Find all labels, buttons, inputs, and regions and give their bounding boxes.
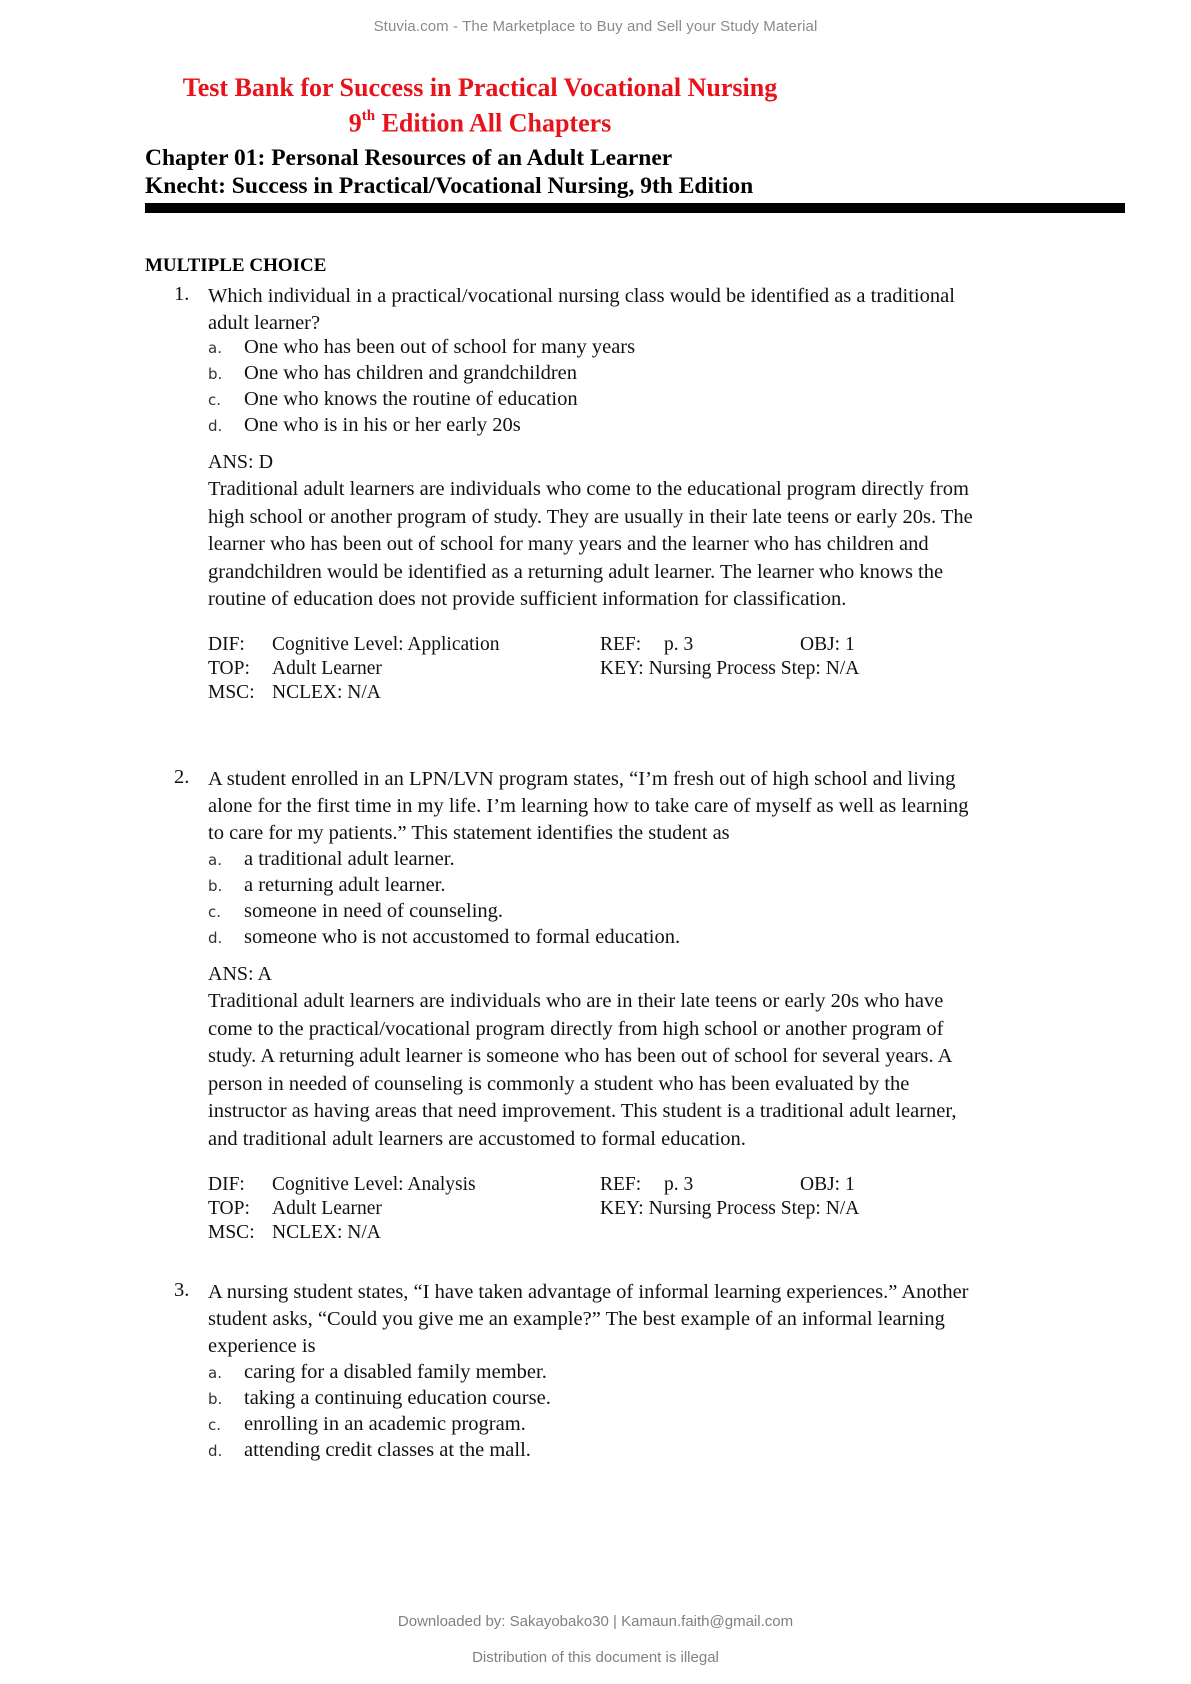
rationale: Traditional adult learners are individuals who come to the educational program directly from high school or another program of study. They are usually in their late teens or early 20s. The learner who has been out of school for many years and the learner who has children and grandchildren would be identified as a returning adult learner. The learner who knows the routine of education does not provide sufficient information for classification. <box>208 478 973 610</box>
distribution-notice: Distribution of this document is illegal <box>472 1649 719 1666</box>
answer-key: ANS: A <box>208 963 272 985</box>
option-a: a. a traditional adult learner. <box>208 848 455 870</box>
option-a: a. caring for a disabled family member. <box>208 1361 547 1383</box>
option-b: b. a returning adult learner. <box>208 874 446 896</box>
meta-dif: DIF: Cognitive Level: Analysis <box>208 1174 476 1195</box>
meta-top: TOP: Adult Learner <box>208 1198 382 1219</box>
book-reference: Knecht: Success in Practical/Vocational Nursing, 9th Edition <box>145 173 754 199</box>
meta-msc: MSC: NCLEX: N/A <box>208 682 381 703</box>
question-number: 3. <box>174 1279 190 1301</box>
stuvia-watermark-top: Stuvia.com - The Marketplace to Buy and Sell your Study Material <box>373 18 818 35</box>
meta-obj: OBJ: 1 <box>800 634 855 655</box>
option-c: c. enrolling in an academic program. <box>208 1413 526 1435</box>
meta-ref: REF: p. 3 <box>600 634 694 655</box>
answer-key: ANS: D <box>208 451 274 473</box>
section-heading: MULTIPLE CHOICE <box>145 255 327 276</box>
heading-divider <box>145 203 1125 213</box>
meta-top: TOP: Adult Learner <box>208 658 382 679</box>
option-c: c. One who knows the routine of education <box>208 388 578 410</box>
option-b: b. taking a continuing education course. <box>208 1387 551 1409</box>
meta-dif: DIF: Cognitive Level: Application <box>208 634 500 655</box>
document-title-line-1: Test Bank for Success in Practical Vocational Nursing <box>182 73 778 102</box>
option-a: a. One who has been out of school for many years <box>208 336 636 358</box>
meta-key: KEY: Nursing Process Step: N/A <box>600 1198 860 1219</box>
download-watermark: Downloaded by: Sakayobako30 | Kamaun.faith@gmail.com <box>397 1613 794 1630</box>
option-d: d. someone who is not accustomed to formal education. <box>208 926 681 948</box>
question-number: 1. <box>174 283 190 305</box>
meta-msc: MSC: NCLEX: N/A <box>208 1222 381 1243</box>
option-d: d. attending credit classes at the mall. <box>208 1439 531 1461</box>
rationale: Traditional adult learners are individuals who are in their late teens or early 20s who have come to the practical/vocational program directly from high school or another program of study. A returning adult learner is someone who has been out of school for several years. A person in needed of counseling is commonly a student who has been evaluated by the instructor as having areas that need improvement. This student is a traditional adult learner, and traditional adult learners are accustomed to formal education. <box>208 990 957 1150</box>
option-c: c. someone in need of counseling. <box>208 900 504 922</box>
option-b: b. One who has children and grandchildren <box>208 362 578 384</box>
question-stem: A student enrolled in an LPN/LVN program states, “I’m fresh out of high school and living alone for the first time in my life. I’m learning how to take care of myself as well as learning to care for my patients.” This statement identifies the student as <box>208 768 969 844</box>
question-stem: Which individual in a practical/vocational nursing class would be identified as a traditional adult learner? <box>208 285 955 334</box>
chapter-title: Chapter 01: Personal Resources of an Adult Learner <box>145 145 673 171</box>
question-number: 2. <box>174 766 190 788</box>
meta-key: KEY: Nursing Process Step: N/A <box>600 658 860 679</box>
question-stem: A nursing student states, “I have taken advantage of informal learning experiences.” Another student asks, “Could you give me an example?” The best example of an informal learning experience is <box>208 1281 969 1357</box>
meta-ref: REF: p. 3 <box>600 1174 694 1195</box>
option-d: d. One who is in his or her early 20s <box>208 414 521 436</box>
meta-obj: OBJ: 1 <box>800 1174 855 1195</box>
document-title-line-2: 9th Edition All Chapters <box>348 108 612 138</box>
